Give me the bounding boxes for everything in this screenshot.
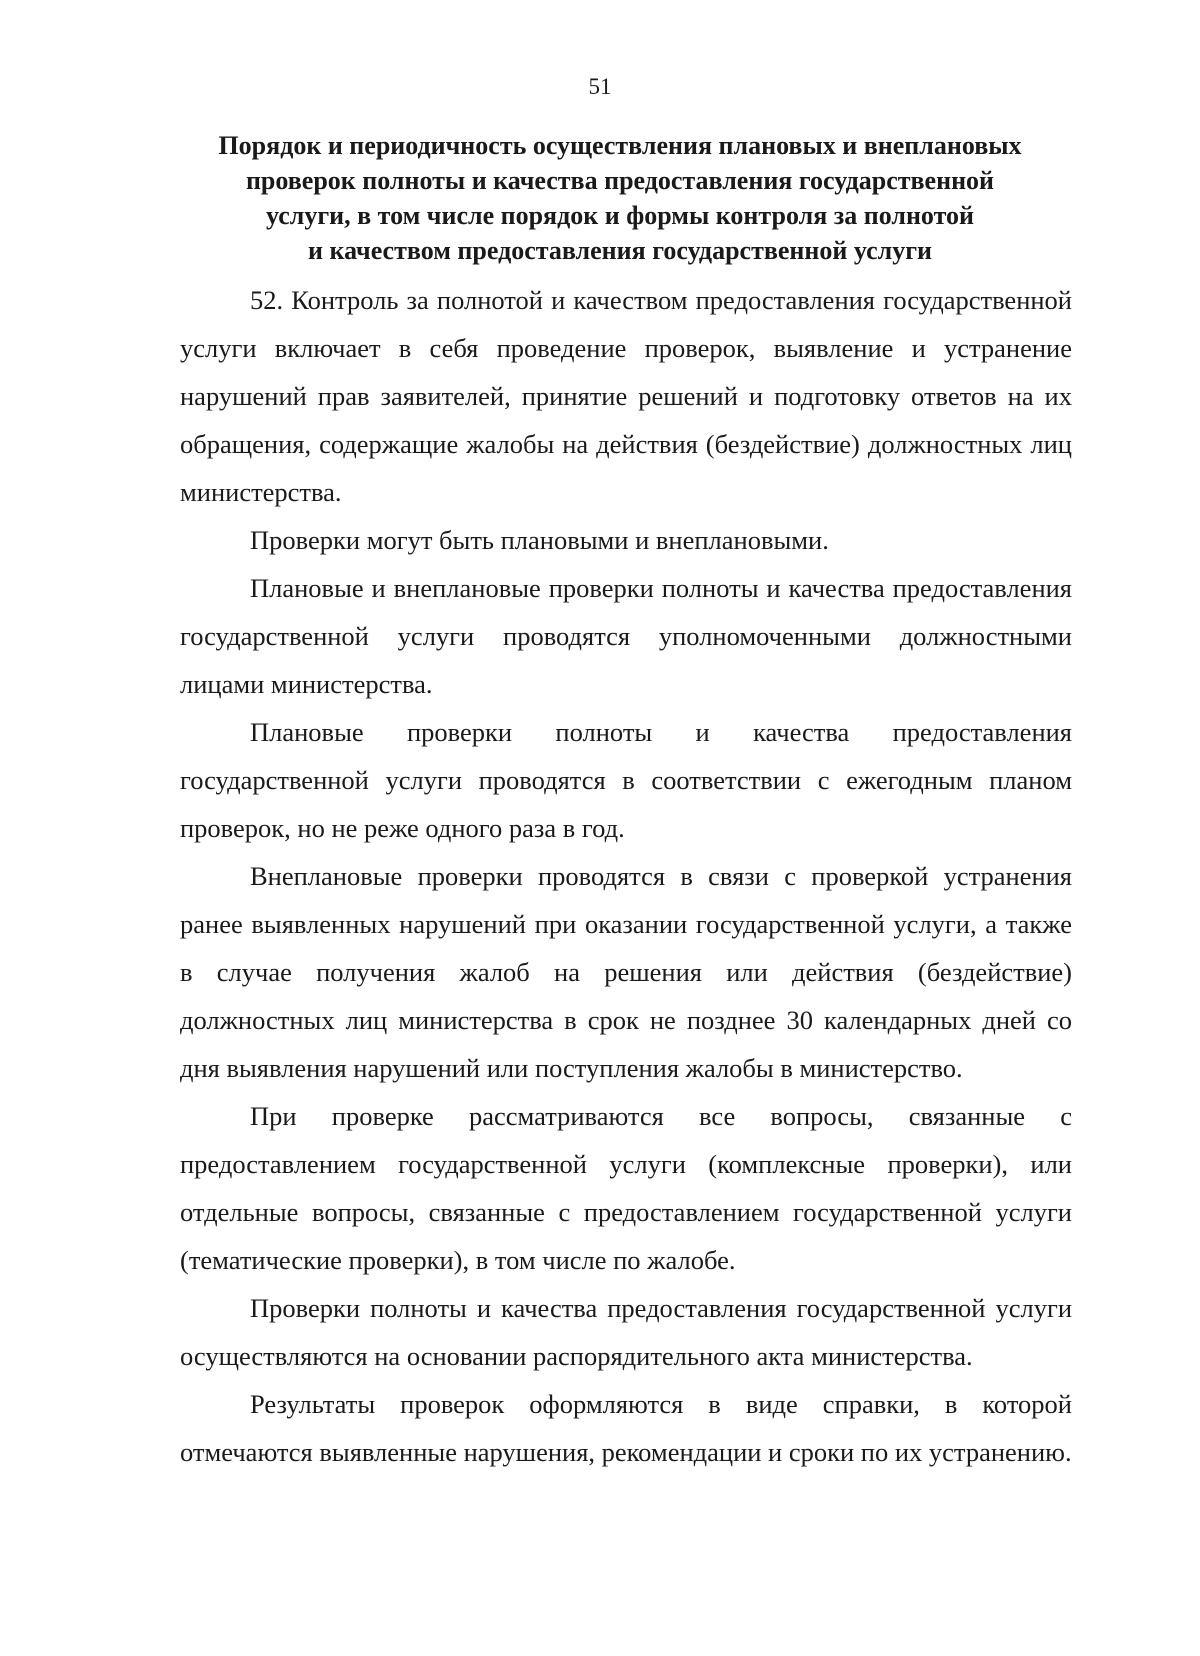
paragraph-check-types: Проверки могут быть плановыми и внеплановыми. bbox=[250, 525, 829, 555]
paragraph-planned-checks: Плановые проверки полноты и качества предоставления государственной услуги проводятся в соответствии с ежегодным планом проверок, но не реже одного раза в год. bbox=[180, 717, 1072, 843]
paragraph-unplanned-checks: Внеплановые проверки проводятся в связи с проверкой устранения ранее выявленных нарушений при оказании государственной услуги, а также в случае получения жалоб на решения или действия (бездействие) должностных лиц министерства в срок не позднее 30 календарных дней со дня выявления нарушений или поступления жалобы в министерство. bbox=[180, 861, 1072, 1083]
section-title-line: и качеством предоставления государственной услуги bbox=[308, 236, 932, 265]
page-number: 51 bbox=[588, 74, 612, 99]
section-title-line: услуги, в том числе порядок и формы контроля за полнотой bbox=[266, 201, 974, 230]
paragraph-check-executors: Плановые и внеплановые проверки полноты и качества предоставления государственной услуги проводятся уполномоченными должностными лицами министерства. bbox=[180, 573, 1072, 699]
section-title bbox=[170, 128, 1070, 268]
document-body bbox=[180, 276, 1072, 1476]
section-title-line: Порядок и периодичность осуществления плановых и внеплановых bbox=[218, 131, 1022, 160]
paragraph-check-basis: Проверки полноты и качества предоставления государственной услуги осуществляются на основании распорядительного акта министерства. bbox=[180, 1293, 1072, 1371]
paragraph-check-results: Результаты проверок оформляются в виде справки, в которой отмечаются выявленные нарушения, рекомендации и сроки по их устранению. bbox=[180, 1389, 1072, 1467]
paragraph-check-scope: При проверке рассматриваются все вопросы, связанные с предоставлением государственной услуги (комплексные проверки), или отдельные вопросы, связанные с предоставлением государственной услуги (тематические проверки), в том числе по жалобе. bbox=[180, 1101, 1072, 1275]
paragraph-52: 52. Контроль за полнотой и качеством предоставления государственной услуги включает в себя проведение проверок, выявление и устранение нарушений прав заявителей, принятие решений и подготовку ответов на их обращения, содержащие жалобы на действия (бездействие) должностных лиц министерства. bbox=[180, 285, 1072, 507]
section-title-line: проверок полноты и качества предоставления государственной bbox=[245, 166, 995, 195]
